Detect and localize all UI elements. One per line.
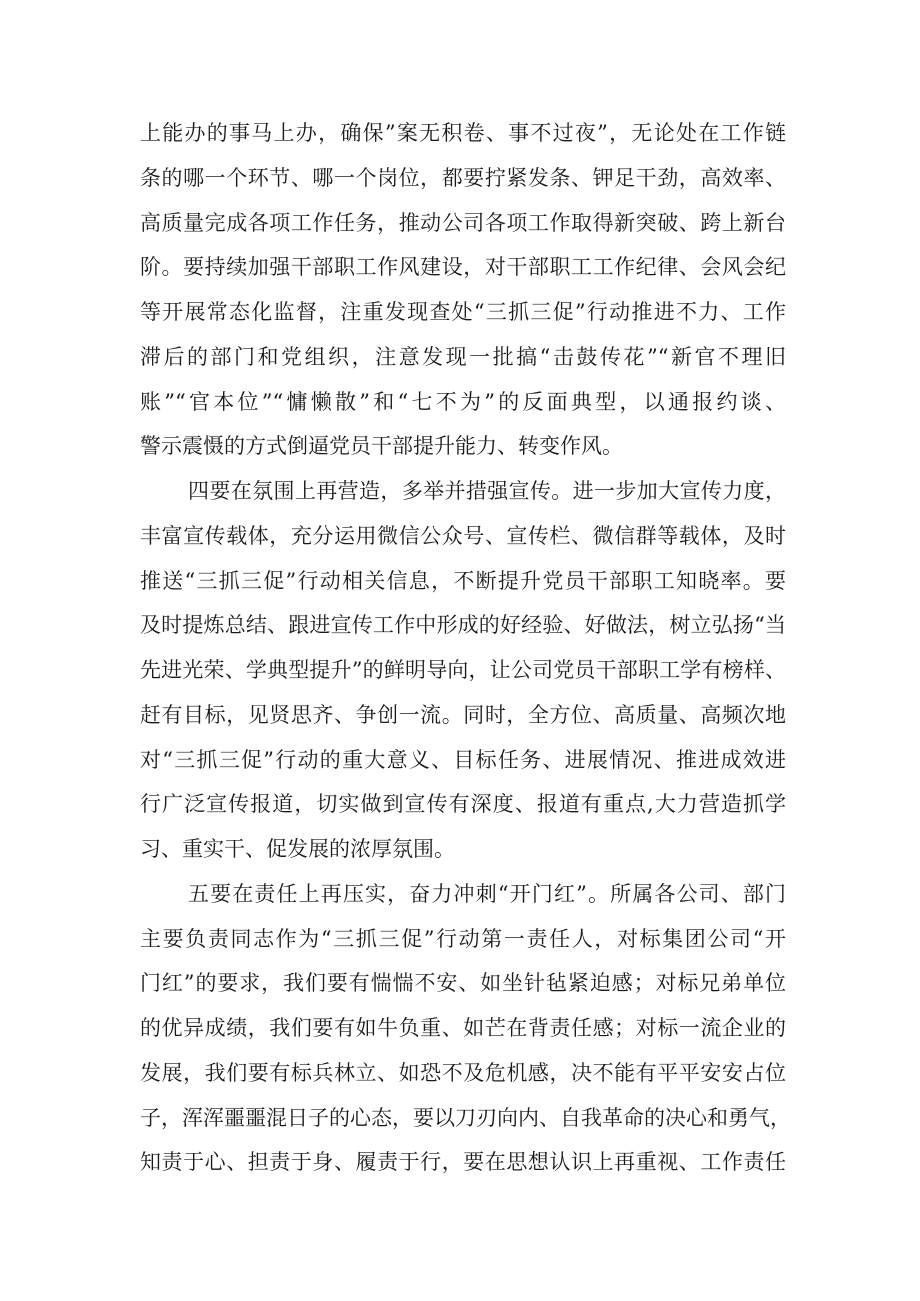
paragraph-3-line-2: 主要负责同志作为“三抓三促”行动第一责任人，对标集团公司“开 <box>140 926 786 951</box>
paragraph-2-line-8: 行广泛宣传报道，切实做到宣传有深度、报道有重点,大力营造抓学 <box>140 792 786 817</box>
paragraph-1-line-1: 上能办的事马上办，确保”案无积卷、事不过夜”，无论处在工作链 <box>140 121 786 145</box>
paragraph-1-line-6: 滞后的部门和党组织，注意发现一批搞“击鼓传花”“新官不理旧 <box>140 344 786 369</box>
paragraph-2-line-6: 赶有目标，见贤思齐、争创一流。同时，全方位、高质量、高频次地 <box>140 702 786 727</box>
paragraph-1-line-3: 高质量完成各项工作任务，推动公司各项工作取得新突破、跨上新台 <box>140 210 786 235</box>
paragraph-3-line-7: 知责于心、担责于身、履责于行，要在思想认识上再重视、工作责任 <box>140 1150 786 1175</box>
paragraph-3-line-3: 门红”的要求，我们要有惴惴不安、如坐针毡紧迫感；对标兄弟单位 <box>140 971 786 996</box>
paragraph-1-line-4: 阶。要持续加强干部职工作风建设，对干部职工工作纪律、会风会纪 <box>140 255 786 280</box>
paragraph-2-line-7: 对“三抓三促”行动的重大意义、目标任务、进展情况、推进成效进 <box>140 747 786 772</box>
paragraph-3-line-1: 五要在责任上再压实，奋力冲刺“开门红”。所属各公司、部门 <box>188 881 786 906</box>
paragraph-2-line-5: 先进光荣、学典型提升”的鲜明导向，让公司党员干部职工学有榜样、 <box>140 658 786 682</box>
paragraph-1-line-5: 等开展常态化监督，注重发现查处“三抓三促”行动推进不力、工作 <box>140 300 786 324</box>
paragraph-2-line-2: 丰富宣传载体，充分运用微信公众号、宣传栏、微信群等载体，及时 <box>140 523 786 548</box>
paragraph-2-line-1: 四要在氛围上再营造，多举并措强宣传。进一步加大宣传力度， <box>188 479 786 503</box>
paragraph-2-line-3: 推送“三抓三促”行动相关信息，不断提升党员干部职工知晓率。要 <box>140 568 786 593</box>
paragraph-3-line-4: 的优异成绩，我们要有如牛负重、如芒在背责任感；对标一流企业的 <box>140 1016 786 1040</box>
paragraph-2-line-4: 及时提炼总结、跟进宣传工作中形成的好经验、好做法，树立弘扬“当 <box>140 613 786 638</box>
document-body <box>140 111 791 1185</box>
paragraph-1-line-7: 账”“官本位”“慵懒散”和“七不为”的反面典型，以通报约谈、 <box>140 389 786 414</box>
paragraph-1-line-8: 警示震慑的方式倒逼党员干部提升能力、转变作风。 <box>140 434 623 459</box>
paragraph-2-line-9: 习、重实干、促发展的浓厚氛围。 <box>140 837 455 861</box>
paragraph-3-line-6: 子，浑浑噩噩混日子的心态，要以刀刃向内、自我革命的决心和勇气， <box>140 1105 791 1130</box>
paragraph-3-line-5: 发展，我们要有标兵林立、如恐不及危机感，决不能有平平安安占位 <box>140 1060 786 1085</box>
paragraph-1-line-2: 条的哪一个环节、哪一个岗位，都要拧紧发条、钾足干劲，高效率、 <box>140 165 786 190</box>
